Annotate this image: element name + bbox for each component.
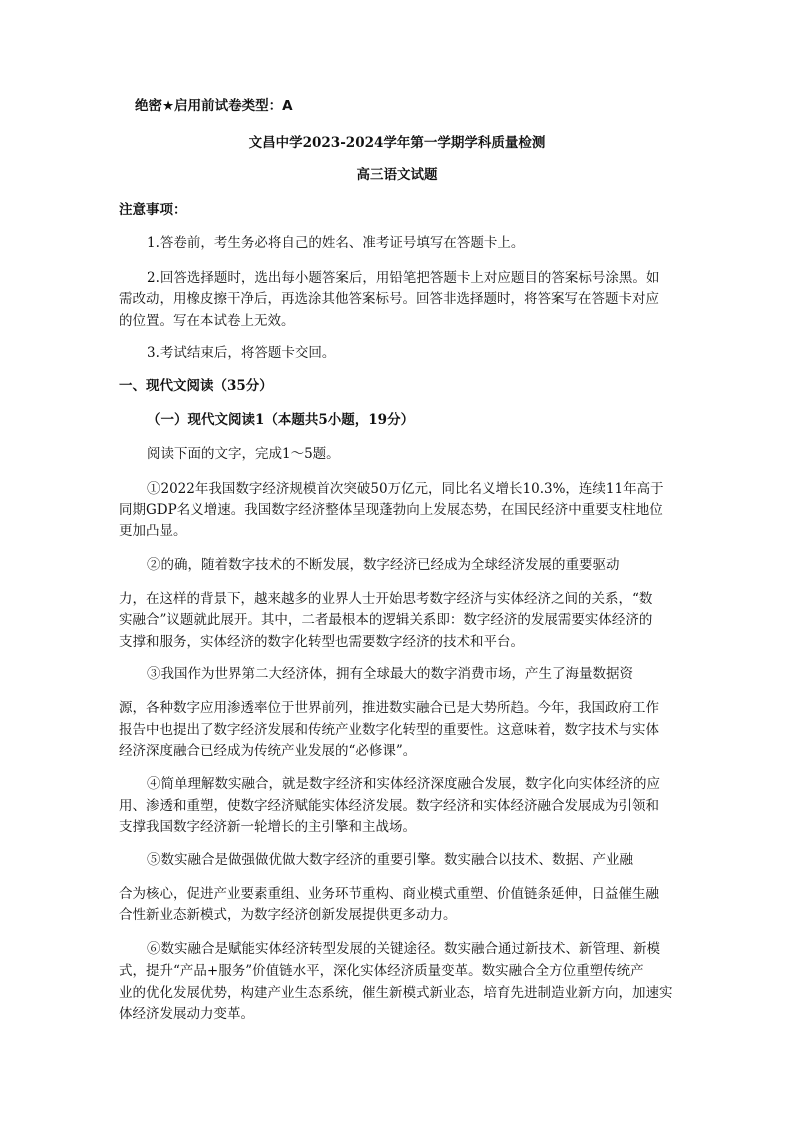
- paragraph-1-line-1: ①2022年我国数字经济规模首次突破50万亿元，同比名义增长10.3%，连续11年高于: [147, 481, 664, 497]
- paragraph-2-line-4: 支撑和服务，实体经济的数字化转型也需要数字经济的技术和平台。: [119, 634, 524, 650]
- paragraph-1-line-3: 更加凸显。: [119, 523, 187, 539]
- paragraph-1-line-2: 同期GDP名义增速。我国数字经济整体呈现蓬勃向上发展态势，在国民经济中重要支柱地位: [119, 502, 663, 518]
- notice-item-2-line-1: 2.回答选择题时，选出每小题答案后，用铅笔把答题卡上对应题目的答案标号涂黑。如: [147, 270, 660, 286]
- paragraph-4-line-3: 支撑我国数字经济新一轮增长的主引擎和主战场。: [119, 819, 416, 835]
- paragraph-3-line-1: ③我国作为世界第二大经济体，拥有全球最大的数字消费市场，产生了海量数据资: [147, 666, 633, 682]
- paragraph-4-line-2: 用、渗透和重塑，使数字经济赋能实体经济发展。数字经济和实体经济融合发展成为引领和: [119, 798, 659, 814]
- paragraph-6-line-3: 业的优化发展优势，构建产业生态系统，催生新模式新业态，培育先进制造业新方向，加速实: [119, 985, 673, 1001]
- notice-heading: 注意事项：: [119, 202, 187, 218]
- paragraph-4-line-1: ④简单理解数实融合，就是数字经济和实体经济深度融合发展，数字化向实体经济的应: [147, 776, 660, 792]
- paragraph-5-line-1: ⑤数实融合是做强做优做大数字经济的重要引擎。数实融合以技术、数据、产业融: [147, 852, 633, 868]
- paragraph-3-line-2: 源，各种数字应用渗透率位于世界前列，推进数实融合已是大势所趋。今年，我国政府工作: [119, 700, 659, 716]
- reading-instruction: 阅读下面的文字，完成1～5题。: [147, 446, 340, 462]
- paragraph-2-line-1: ②的确，随着数字技术的不断发展，数字经济已经成为全球经济发展的重要驱动: [147, 557, 620, 573]
- notice-item-3: 3.考试结束后，将答题卡交回。: [147, 345, 336, 361]
- paragraph-3-line-4: 经济深度融合已经成为传统产业发展的“必修课”。: [119, 743, 417, 759]
- secret-label: 绝密★启用前试卷类型：A: [135, 98, 293, 114]
- subsection-heading: （一）现代文阅读1（本题共5小题，19分）: [147, 412, 415, 428]
- paragraph-6-line-1: ⑥数实融合是赋能实体经济转型发展的关键途径。数实融合通过新技术、新管理、新模: [147, 941, 660, 957]
- paragraph-2-line-3: 实融合”议题就此展开。其中，二者最根本的逻辑关系即：数字经济的发展需要实体经济的: [119, 612, 653, 628]
- paragraph-5-line-2: 合为核心，促进产业要素重组、业务环节重构、商业模式重塑、价值链条延伸，日益催生融: [119, 886, 659, 902]
- paper-title: 高三语文试题: [356, 167, 438, 183]
- paragraph-6-line-2: 式，提升“产品+服务”价值链水平，深化实体经济质量变革。数实融合全方位重塑传统产: [119, 963, 644, 979]
- notice-item-2-line-2: 需改动，用橡皮擦干净后，再选涂其他答案标号。回答非选择题时，将答案写在答题卡对应: [119, 291, 659, 307]
- paragraph-5-line-3: 合性新业态新模式，为数字经济创新发展提供更多动力。: [119, 907, 457, 923]
- notice-item-2-line-3: 的位置。写在本试卷上无效。: [119, 313, 295, 329]
- paragraph-3-line-3: 报告中也提出了数字经济发展和传统产业数字化转型的重要性。这意味着，数字技术与实体: [119, 722, 659, 738]
- paragraph-6-line-4: 体经济发展动力变革。: [119, 1006, 254, 1022]
- notice-item-1: 1.答卷前，考生务必将自己的姓名、准考证号填写在答题卡上。: [147, 235, 525, 251]
- section-heading: 一、现代文阅读（35分）: [119, 378, 273, 394]
- paragraph-2-line-2: 力，在这样的背景下，越来越多的业界人士开始思考数字经济与实体经济之间的关系，“数: [119, 591, 653, 607]
- exam-title: 文昌中学2023-2024学年第一学期学科质量检测: [248, 135, 546, 151]
